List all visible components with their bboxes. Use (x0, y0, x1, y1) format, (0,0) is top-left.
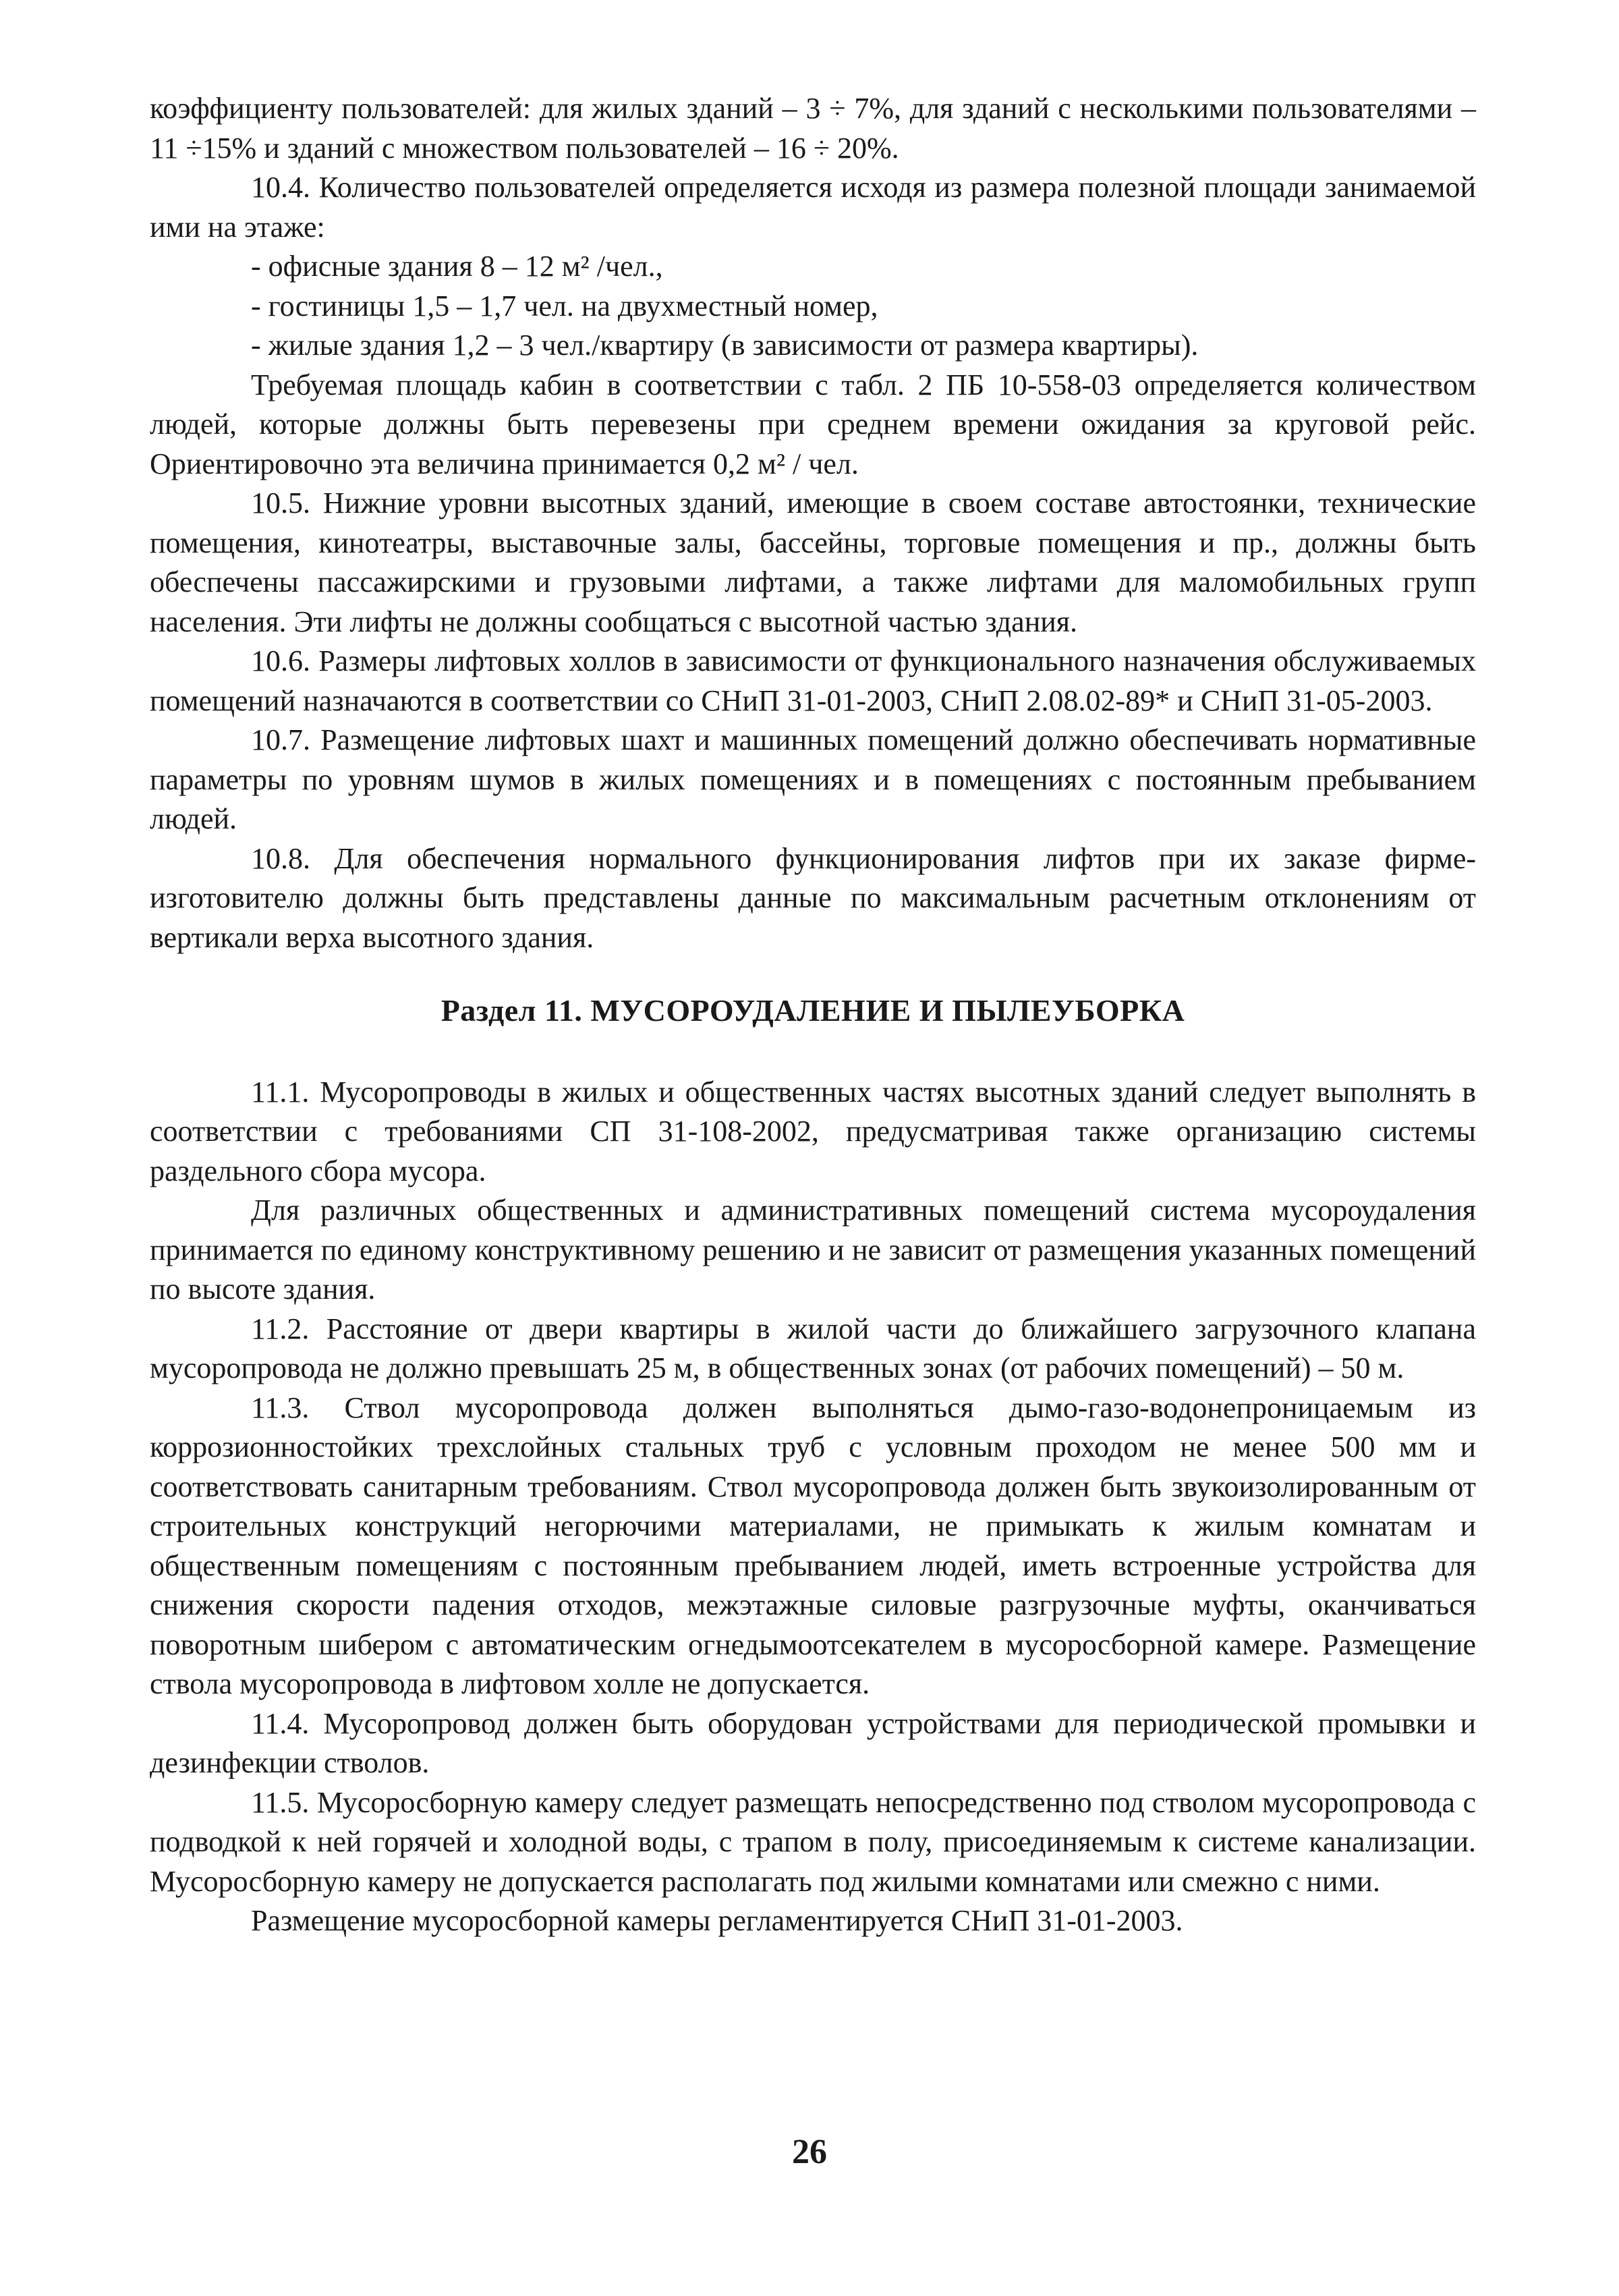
section-heading-title: МУСОРОУДАЛЕНИЕ И ПЫЛЕУБОРКА (590, 993, 1185, 1028)
paragraph-10-4: 10.4. Количество пользователей определяется исходя из размера полезной площади занимаемой ими на этаже: (150, 171, 1476, 244)
paragraph-admin: Для различных общественных и административных помещений система мусороудаления принимается по единому конструктивному решению и не зависит от размещения указанных помещений по высоте здания. (150, 1194, 1476, 1306)
paragraph-11-3: 11.3. Ствол мусоропровода должен выполняться дымо-газо-водонепроницаемым из коррозионностойких трехслойных стальных труб с условным проходом не менее 500 мм и соответствовать санитарным требованиям. Ствол мусоропровода должен быть звукоизолированным от строительных конструкций негорючими материалами, не примыкать к жилым комнатам и общественным помещениям с постоянным пребыванием людей, иметь встроенные устройства для снижения скорости падения отходов, межэтажные силовые разгрузочные муфты, оканчиваться поворотным шибером с автоматическим огнедымоотсекателем в мусоросборной камере. Размещение ствола мусоропровода в лифтовом холле не допускается. (150, 1391, 1476, 1700)
paragraph-last: Размещение мусоросборной камеры регламентируется СНиП 31-01-2003. (251, 1904, 1183, 1937)
section-heading (150, 991, 1476, 1031)
page-number: 26 (792, 2133, 827, 2171)
paragraph-10-7: 10.7. Размещение лифтовых шахт и машинных помещений должно обеспечивать нормативные параметры по уровням шумов в жилых помещениях и в помещениях с постоянным пребыванием людей. (150, 723, 1476, 835)
paragraph-cabin-area: Требуемая площадь кабин в соответствии с табл. 2 ПБ 10-558-03 определяется количеством людей, которые должны быть перевезены при среднем времени ожидания за круговой рейс. Ориентировочно эта величина принимается 0,2 м² / чел. (150, 368, 1476, 480)
paragraph-10-6: 10.6. Размеры лифтовых холлов в зависимости от функционального назначения обслуживаемых помещений назначаются в соответствии со СНиП 31-01-2003, СНиП 2.08.02-89* и СНиП 31-05-2003. (150, 644, 1476, 717)
list-item-office: - офисные здания 8 – 12 м² /чел., (251, 250, 663, 283)
paragraph-11-4: 11.4. Мусоропровод должен быть оборудован устройствами для периодической промывки и дезинфекции стволов. (150, 1706, 1476, 1779)
list-item-residential: - жилые здания 1,2 – 3 чел./квартиру (в зависимости от размера квартиры). (251, 329, 1199, 362)
paragraph-11-5: 11.5. Мусоросборную камеру следует размещать непосредственно под стволом мусоропровода с подводкой к ней горячей и холодной воды, с трапом в полу, присоединяемым к системе канализации. Мусоросборную камеру не допускается располагать под жилыми комнатами или смежно с ними. (150, 1785, 1476, 1898)
list-item-hotels: - гостиницы 1,5 – 1,7 чел. на двухместный номер, (251, 289, 878, 323)
paragraph-10-5: 10.5. Нижние уровни высотных зданий, имеющие в своем составе автостоянки, технические помещения, кинотеатры, выставочные залы, бассейны, торговые помещения и пр., должны быть обеспечены пассажирскими и грузовыми лифтами, а также лифтами для маломобильных групп населения. Эти лифты не должны сообщаться с высотной частью здания. (150, 486, 1476, 638)
paragraph-11-1: 11.1. Мусоропроводы в жилых и общественных частях высотных зданий следует выполнять в соответствии с требованиями СП 31-108-2002, предусматривая также организацию системы раздельного сбора мусора. (150, 1075, 1476, 1187)
document-page (150, 89, 1476, 1941)
paragraph-10-8: 10.8. Для обеспечения нормального функционирования лифтов при их заказе фирме-изготовителю должны быть представлены данные по максимальным расчетным отклонениям от вертикали верха высотного здания. (150, 841, 1476, 954)
paragraph-11-2: 11.2. Расстояние от двери квартиры в жилой части до ближайшего загрузочного клапана мусоропровода не должно превышать 25 м, в общественных зонах (от рабочих помещений) – 50 м. (150, 1312, 1476, 1384)
section-heading-prefix: Раздел 11. (441, 993, 583, 1028)
paragraph-continuation: коэффициенту пользователей: для жилых зданий – 3 ÷ 7%, для зданий с несколькими пользователями – 11 ÷15% и зданий с множеством пользователей – 16 ÷ 20%. (150, 92, 1476, 165)
